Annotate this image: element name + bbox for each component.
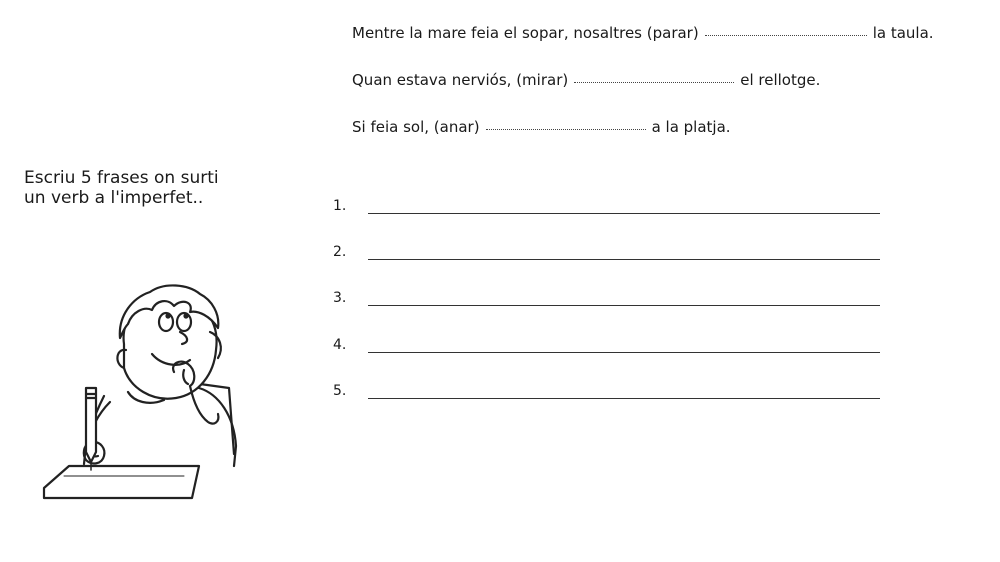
blank-2[interactable] bbox=[574, 81, 734, 83]
line-number: 1. bbox=[333, 198, 347, 214]
writing-line-2[interactable] bbox=[333, 244, 893, 266]
instruction-line-2: un verb a l'imperfet.. bbox=[24, 188, 204, 208]
sentence-3 bbox=[352, 118, 731, 136]
thinking-boy-illustration bbox=[24, 276, 274, 506]
answer-rule bbox=[368, 398, 880, 399]
answer-rule bbox=[368, 259, 880, 260]
exercise-2-instruction bbox=[24, 168, 264, 208]
line-number: 3. bbox=[333, 290, 347, 306]
sentence-2 bbox=[352, 71, 820, 89]
sentence-2-after: el rellotge. bbox=[740, 71, 821, 89]
line-number: 4. bbox=[333, 337, 347, 353]
answer-rule bbox=[368, 352, 880, 353]
sentence-1-before: Mentre la mare feia el sopar, nosaltres (parar) bbox=[352, 24, 699, 42]
line-number: 5. bbox=[333, 383, 347, 399]
sentence-2-before: Quan estava nerviós, (mirar) bbox=[352, 71, 569, 89]
blank-3[interactable] bbox=[486, 128, 646, 130]
answer-rule bbox=[368, 305, 880, 306]
writing-line-3[interactable] bbox=[333, 290, 893, 312]
sentence-1-after: la taula. bbox=[872, 24, 934, 42]
writing-line-5[interactable] bbox=[333, 383, 893, 405]
sentence-1 bbox=[352, 24, 934, 42]
sentence-3-after: a la platja. bbox=[651, 118, 731, 136]
blank-1[interactable] bbox=[705, 34, 867, 36]
writing-line-4[interactable] bbox=[333, 337, 893, 359]
writing-line-1[interactable] bbox=[333, 198, 893, 220]
line-number: 2. bbox=[333, 244, 347, 260]
sentence-3-before: Si feia sol, (anar) bbox=[352, 118, 480, 136]
instruction-line-1: Escriu 5 frases on surti bbox=[24, 168, 219, 188]
answer-rule bbox=[368, 213, 880, 214]
